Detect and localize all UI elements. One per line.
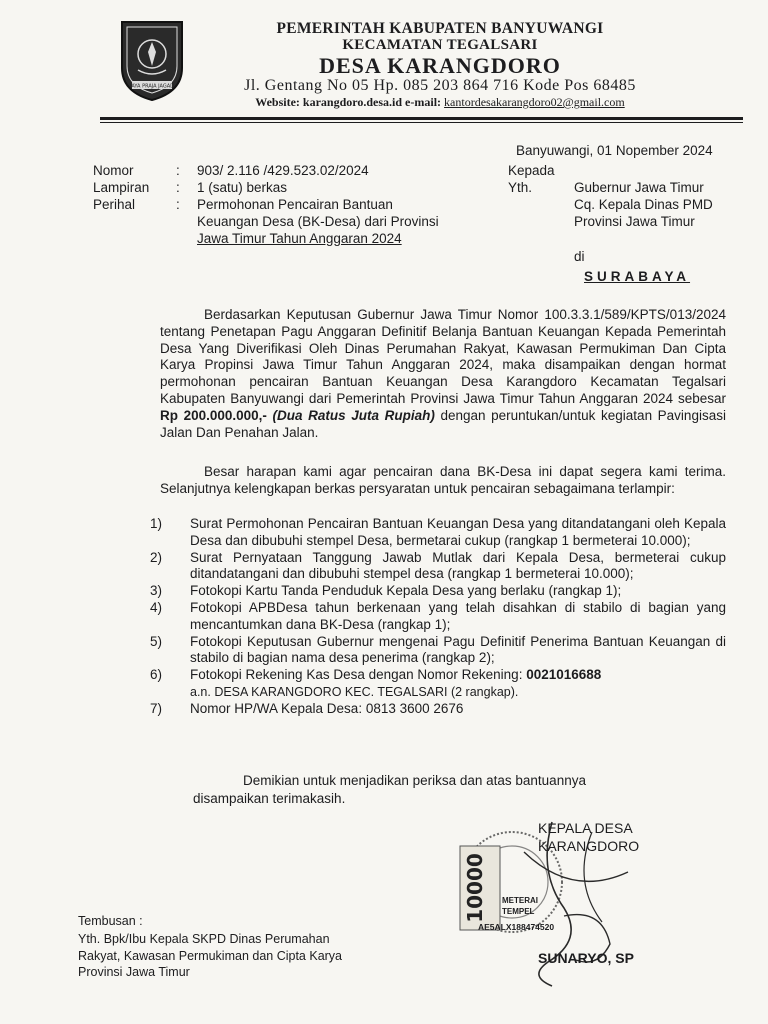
meterai-serial: AE5ALX188474520 [478,922,555,932]
meta-sep: : [176,197,180,212]
body-paragraph-1 [160,307,726,441]
list-number: 4) [150,599,163,615]
letterhead-regency: PEMERINTAH KABUPATEN BANYUWANGI [276,20,604,37]
letterhead-rule-thick [100,117,743,120]
list-number: 7) [150,700,163,716]
list-item [150,701,726,718]
signatory-village: KARANGDORO [538,838,640,854]
closing-line-2: disampaikan terimakasih. [193,791,346,806]
list-item [150,516,726,550]
list-item [150,550,726,584]
meterai-label: METERAI [502,896,538,905]
list-number: 6) [150,667,163,683]
meta-label-perihal: Perihal [93,197,136,212]
tembusan-line: Yth. Bpk/Ibu Kepala SKPD Dinas Perumahan [78,932,330,946]
letterhead-rule-thin [100,122,743,123]
account-holder: a.n. DESA KARANGDORO KEC. TEGALSARI (2 rangkap). [190,684,519,699]
meterai-label: TEMPEL [502,907,535,916]
account-number: 0021016688 [526,667,602,683]
tembusan-line: Rakyat, Kawasan Permukiman dan Cipta Karya [78,949,343,963]
closing-line-1: Demikian untuk menjadikan periksa dan atas bantuannya [243,773,586,788]
list-number: 5) [150,633,163,649]
website-label: Website: karangdoro.desa.id e-mail: [255,95,442,109]
tembusan-title: Tembusan : [78,914,143,928]
grant-amount-words: (Dua Ratus Juta Rupiah) [272,407,435,423]
subject-line-3: Jawa Timur Tahun Anggaran 2024 [197,231,402,246]
list-item [150,667,726,701]
recipient-line: Gubernur Jawa Timur [574,180,704,195]
list-number: 3) [150,583,163,599]
meta-sep: : [176,163,180,178]
signatory-title: KEPALA DESA [538,820,633,836]
list-text: Fotokopi Rekening Kas Desa dengan Nomor Rekening: [190,667,523,683]
recipient-line: Provinsi Jawa Timur [574,214,695,229]
recipient-kepada: Kepada [508,163,555,178]
meta-value-perihal: Permohonan Pencairan Bantuan [197,197,393,212]
body-p1-end: dengan peruntukan/untuk kegiatan Pavingisasi Jalan Dan Penahan Jalan. [160,407,726,440]
letterhead-village: DESA KARANGDORO [319,53,561,78]
recipient-yth: Yth. [508,180,533,195]
svg-text:10000: 10000 [463,853,487,923]
list-item [150,583,726,600]
list-text: Surat Pernyataan Tanggung Jawab Mutlak dari Kepala Desa, bermeterai cukup ditandatangani dan dibubuhi stempel desa (rangkap 1 bermeterai 10.000); [190,549,726,582]
list-text: Fotokopi Kartu Tanda Penduduk Kepala Desa yang berlaku (rangkap 1); [190,583,622,599]
grant-amount: Rp 200.000.000,- [160,407,267,423]
list-number: 1) [150,516,163,531]
body-paragraph-2 [160,464,726,498]
letterhead-contact [160,95,720,110]
recipient-di: di [574,249,585,264]
letter-date: Banyuwangi, 01 Nopember 2024 [516,143,713,158]
meta-value-lampiran: 1 (satu) berkas [197,180,288,195]
letterhead-district: KECAMATAN TEGALSARI [342,37,538,53]
tembusan-line: Provinsi Jawa Timur [78,965,190,979]
signatory-name: SUNARYO, SP [538,950,634,966]
meta-value-nomor: 903/ 2.116 /429.523.02/2024 [197,163,369,178]
svg-text:JAYA PRAJA JAGAD: JAYA PRAJA JAGAD [129,83,175,90]
list-text: Surat Permohonan Pencairan Bantuan Keuangan Desa yang ditandatangani oleh Kepala Desa dan dibubuhi stempel Desa, bermetarai cukup (rangkap 1 bermeterai 10.000); [190,516,726,548]
meta-label-lampiran: Lampiran [93,180,150,195]
meta-sep: : [176,180,180,195]
recipient-line: Cq. Kepala Dinas PMD [574,197,713,212]
list-text: Fotokopi APBDesa tahun berkenaan yang telah disahkan di stabilo di bagian yang mencantumkan dana BK-Desa (rangkap 1); [190,599,726,632]
subject-line-2: Keuangan Desa (BK-Desa) dari Provinsi [197,214,439,229]
list-number: 2) [150,549,163,565]
list-text: Fotokopi Keputusan Gubernur mengenai Pagu Definitif Penerima Bantuan Keuangan di stabilo di bagian nama desa penerima (rangkap 2); [190,633,726,666]
email-link[interactable]: kantordesakarangdoro02@gmail.com [444,95,625,109]
list-item [150,634,726,668]
list-text: Nomor HP/WA Kepala Desa: 0813 3600 2676 [190,700,464,716]
requirements-list [150,516,726,718]
list-item [150,600,726,634]
meta-label-nomor: Nomor [93,163,134,178]
body-p2-text: Besar harapan kami agar pencairan dana BK-Desa ini dapat segera kami terima. Selanjutnya kelengkapan berkas persyaratan untuk pencairan sebagaimana terlampir: [160,464,726,496]
body-p1-text: Berdasarkan Keputusan Gubernur Jawa Timur Nomor 100.3.3.1/589/KPTS/013/2024 tentang Penetapan Pagu Anggaran Definitif Belanja Bantuan Keuangan Kepada Pemerintah Desa Yang Diverifikasi Oleh Dinas Perumahan Rakyat, Kawasan Permukiman Dan Cipta Karya Propinsi Jawa Timur Tahun Anggaran 2024, maka disampaikan dengan hormat permohonan pencairan Bantuan Keuangan Desa Karangdoro Kecamatan Tegalsari Kabupaten Banyuwangi dari Pemerintah Provinsi Jawa Timur Tahun Anggaran 2024 sebesar [160,307,726,406]
letterhead-address: Jl. Gentang No 05 Hp. 085 203 864 716 Kode Pos 68485 [244,77,636,94]
recipient-city: SURABAYA [584,269,691,284]
